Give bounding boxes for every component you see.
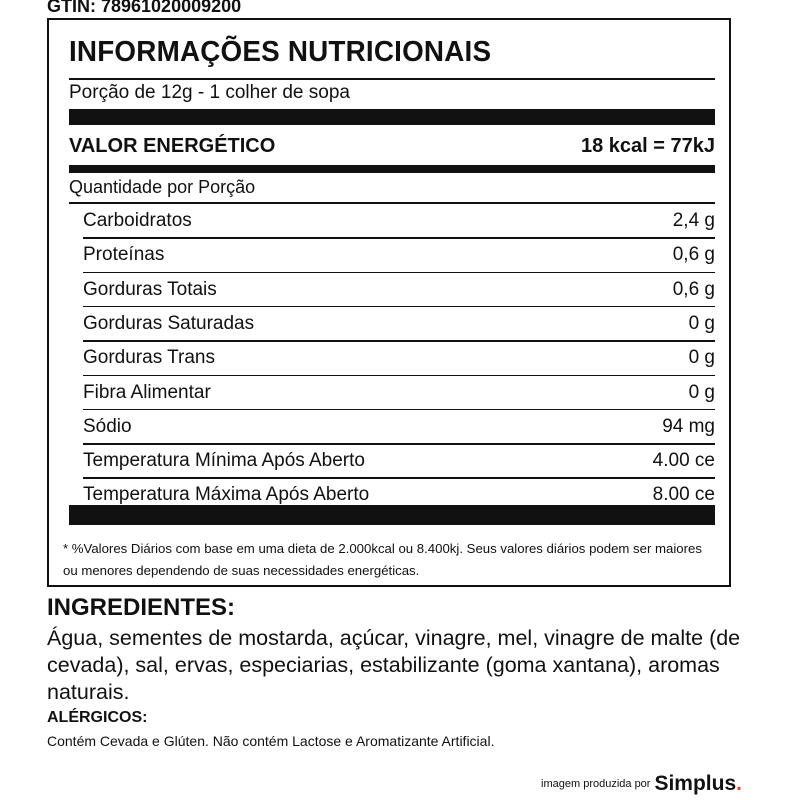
nutrient-row xyxy=(83,376,715,409)
nutrient-value: 0,6 g xyxy=(672,278,715,300)
nutrient-label: Proteínas xyxy=(83,244,165,266)
nutrient-value: 0,6 g xyxy=(672,244,715,266)
quantity-header: Quantidade por Porção xyxy=(69,177,256,197)
nutrient-label: Temperatura Máxima Após Aberto xyxy=(83,484,370,506)
nutrient-value: 94 mg xyxy=(662,415,715,437)
nutrition-facts-panel xyxy=(47,18,731,587)
nutrient-row xyxy=(83,238,715,271)
title-divider xyxy=(69,78,715,80)
nutrient-value: 4.00 ce xyxy=(652,450,715,472)
nutrient-label: Temperatura Mínima Após Aberto xyxy=(83,450,365,472)
ingredients-heading: INGREDIENTES: xyxy=(47,594,236,621)
thick-divider-bottom xyxy=(69,505,715,525)
nutrient-row xyxy=(83,204,715,237)
nutrient-label: Carboidratos xyxy=(83,210,192,231)
allergens-text: Contém Cevada e Glúten. Não contém Lactose e Aromatizante Artificial. xyxy=(47,733,495,749)
ingredients-text: Água, sementes de mostarda, açúcar, vinagre, mel, vinagre de malte (de cevada), sal, ervas, especiarias, estabilizante (goma xantana), aromas naturais. xyxy=(47,626,741,704)
simplus-logo-dot: . xyxy=(736,772,742,795)
nutrient-row xyxy=(83,307,715,340)
nutrient-value: 0 g xyxy=(688,312,715,334)
nutrient-value: 0 g xyxy=(688,381,715,403)
nutrient-row xyxy=(83,341,715,374)
nutrient-label: Gorduras Trans xyxy=(83,347,215,369)
energy-divider xyxy=(69,165,715,173)
nutrient-value: 0 g xyxy=(688,347,715,369)
energy-row xyxy=(69,133,715,161)
nutrient-label: Fibra Alimentar xyxy=(83,381,211,403)
nutrient-row xyxy=(83,444,715,477)
daily-values-footnote: * %Valores Diários com base em uma dieta de 2.000kcal ou 8.400kj. Seus valores diários podem ser maiores ou menores dependendo de suas necessidades energéticas. xyxy=(63,541,702,578)
allergens-heading: ALÉRGICOS: xyxy=(47,709,148,726)
portion-size: Porção de 12g - 1 colher de sopa xyxy=(69,82,350,103)
nutrient-row xyxy=(83,410,715,443)
nutrient-row xyxy=(83,273,715,306)
thick-divider-top xyxy=(69,109,715,125)
nutrient-label: Gorduras Saturadas xyxy=(83,312,255,334)
nutrient-value: 2,4 g xyxy=(672,210,715,231)
image-credit xyxy=(541,772,742,796)
panel-title: INFORMAÇÕES NUTRICIONAIS xyxy=(69,36,492,68)
energy-value: 18 kcal = 77kJ xyxy=(580,135,715,157)
nutrient-label: Gorduras Totais xyxy=(83,278,217,300)
energy-label: VALOR ENERGÉTICO xyxy=(69,135,276,157)
credit-prefix: imagem produzida por xyxy=(541,778,651,790)
nutrient-value: 8.00 ce xyxy=(652,484,715,506)
gtin-code: GTIN: 78961020009200 xyxy=(47,0,242,16)
simplus-logo: Simplus xyxy=(654,772,737,795)
nutrient-label: Sódio xyxy=(83,415,132,437)
